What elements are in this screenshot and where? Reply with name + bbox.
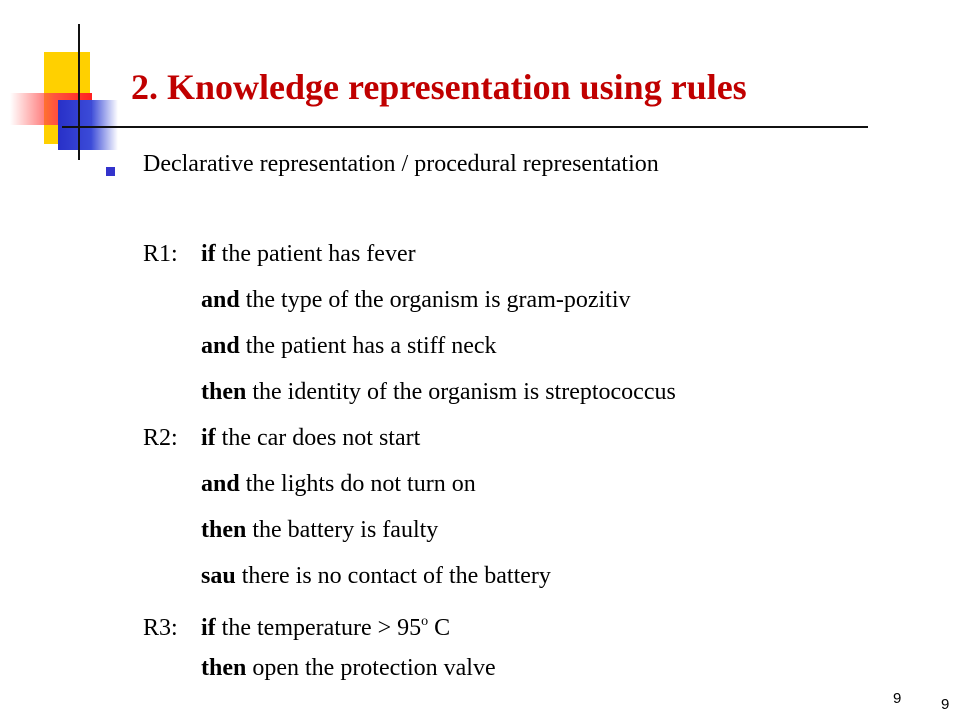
rule-line — [143, 372, 676, 412]
rule-keyword: then — [201, 379, 247, 405]
bullet-text: Declarative representation / procedural representation — [143, 151, 659, 177]
rule-line — [143, 234, 416, 274]
decor-blue-square — [58, 100, 118, 150]
rule-keyword: then — [201, 517, 247, 543]
rule-line — [143, 602, 450, 642]
slide-number: 9 — [893, 690, 902, 707]
rule-text-tail: C — [428, 615, 451, 641]
rule-text: there is no contact of the battery — [235, 563, 551, 589]
degree-superscript: o — [421, 614, 429, 629]
decor-vertical-line — [78, 24, 80, 160]
rule-keyword: and — [201, 333, 240, 359]
rule-keyword: if — [201, 425, 216, 451]
rule-line — [143, 556, 551, 596]
rule-label: R1: — [143, 241, 178, 267]
rule-line — [143, 280, 631, 320]
rule-text: the type of the organism is gram-pozitiv — [239, 287, 631, 313]
rule-line — [143, 510, 438, 550]
rule-keyword: and — [201, 471, 240, 497]
rule-text: open the protection valve — [246, 655, 496, 681]
rule-line — [143, 648, 496, 688]
title-underline — [62, 126, 868, 128]
rule-text: the identity of the organism is streptococcus — [246, 379, 676, 405]
rule-text: the temperature > 95 — [215, 615, 422, 641]
rule-line — [143, 418, 420, 458]
rule-keyword: if — [201, 241, 216, 267]
rule-label: R3: — [143, 615, 178, 641]
rule-keyword: then — [201, 655, 247, 681]
rule-text: the lights do not turn on — [239, 471, 476, 497]
bullet-square-icon — [106, 167, 115, 176]
rule-line — [143, 326, 497, 366]
footer-page-number: 9 — [941, 696, 950, 713]
rule-keyword: if — [201, 615, 216, 641]
rule-label: R2: — [143, 425, 178, 451]
rule-line — [143, 464, 476, 504]
rule-text: the patient has fever — [215, 241, 416, 267]
slide-title: 2. Knowledge representation using rules — [131, 67, 747, 107]
rule-text: the patient has a stiff neck — [239, 333, 497, 359]
rule-keyword: and — [201, 287, 240, 313]
rule-keyword: sau — [201, 563, 236, 589]
rule-text: the car does not start — [215, 425, 421, 451]
rule-text: the battery is faulty — [246, 517, 439, 543]
